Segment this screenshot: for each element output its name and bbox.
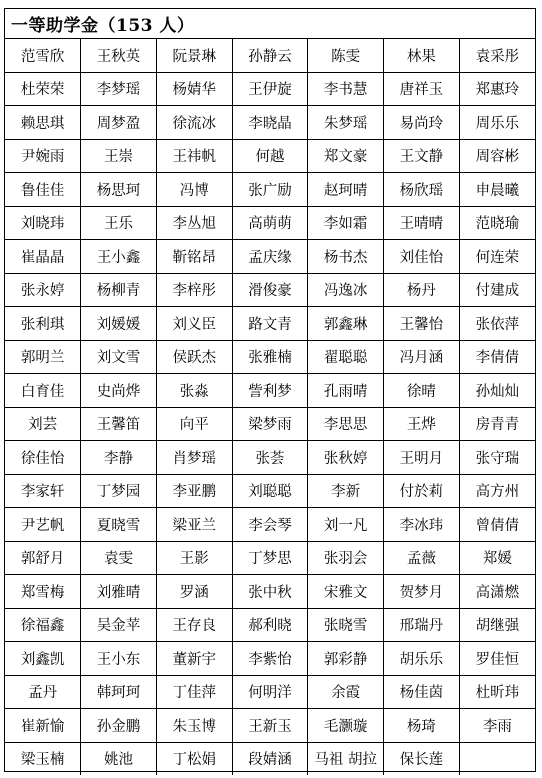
name-cell: 张荟 — [232, 441, 308, 475]
name-cell: 李丛旭 — [156, 206, 232, 240]
name-cell: 周乐乐 — [459, 106, 535, 140]
name-cell: 杜昕玮 — [459, 675, 535, 709]
name-cell: 范雪欣 — [5, 39, 81, 72]
name-cell: 孟庆缘 — [232, 240, 308, 274]
name-cell: 王晴晴 — [384, 206, 460, 240]
name-cell: 孔雨晴 — [308, 374, 384, 408]
name-cell: 阮景琳 — [156, 39, 232, 72]
table-row — [5, 642, 535, 676]
table-row — [5, 240, 535, 274]
name-cell: 胡继强 — [459, 608, 535, 642]
name-cell: 何越 — [232, 139, 308, 173]
name-cell: 王馨怡 — [384, 307, 460, 341]
name-cell: 滑俊豪 — [232, 273, 308, 307]
award-list-sheet — [4, 8, 536, 772]
name-cell: 尹艺帆 — [5, 508, 81, 542]
name-cell: 李雨 — [459, 709, 535, 743]
name-cell: 孟丹 — [5, 675, 81, 709]
name-cell: 孟薇 — [384, 541, 460, 575]
name-cell: 唐祥玉 — [384, 72, 460, 106]
table-row — [5, 273, 535, 307]
name-cell: 刘佳怡 — [384, 240, 460, 274]
name-cell: 李梓彤 — [156, 273, 232, 307]
name-cell: 王影 — [156, 541, 232, 575]
table-row — [5, 139, 535, 173]
name-cell: 罗佳恒 — [459, 642, 535, 676]
name-cell: 丁松娟 — [156, 742, 232, 775]
list-title: 一等助学金（153 人） — [11, 16, 195, 36]
table-row — [5, 307, 535, 341]
name-cell: 申晨曦 — [459, 173, 535, 207]
table-row — [5, 72, 535, 106]
name-cell: 刘聪聪 — [232, 474, 308, 508]
name-cell: 孙金鹏 — [81, 709, 157, 743]
table-row — [5, 206, 535, 240]
name-cell: 李倩倩 — [459, 340, 535, 374]
name-cell: 李紫怡 — [232, 642, 308, 676]
table-row — [5, 441, 535, 475]
name-cell: 刘雅晴 — [81, 575, 157, 609]
name-cell: 张利琪 — [5, 307, 81, 341]
name-cell: 何明洋 — [232, 675, 308, 709]
name-cell: 徐福鑫 — [5, 608, 81, 642]
name-cell: 刘文雪 — [81, 340, 157, 374]
table-row — [5, 508, 535, 542]
name-cell: 李新 — [308, 474, 384, 508]
name-cell: 翟聪聪 — [308, 340, 384, 374]
table-row — [5, 374, 535, 408]
name-cell: 姚池 — [81, 742, 157, 775]
name-cell: 何连荣 — [459, 240, 535, 274]
name-cell: 杨琦 — [384, 709, 460, 743]
name-cell: 李梦瑶 — [81, 72, 157, 106]
name-cell: 刘芸 — [5, 407, 81, 441]
table-row — [5, 608, 535, 642]
name-cell: 鲁佳佳 — [5, 173, 81, 207]
table-row — [5, 541, 535, 575]
name-cell: 付建成 — [459, 273, 535, 307]
name-cell: 郭彩静 — [308, 642, 384, 676]
table-row — [5, 474, 535, 508]
name-cell: 张守瑞 — [459, 441, 535, 475]
name-cell: 郭鑫琳 — [308, 307, 384, 341]
name-cell: 董新宇 — [156, 642, 232, 676]
name-cell: 冯月涵 — [384, 340, 460, 374]
name-cell: 丁梦思 — [232, 541, 308, 575]
name-cell: 朱梦瑶 — [308, 106, 384, 140]
name-cell: 吴金苹 — [81, 608, 157, 642]
name-cell: 张秋婷 — [308, 441, 384, 475]
name-cell: 房青青 — [459, 407, 535, 441]
name-cell: 肖梦瑶 — [156, 441, 232, 475]
name-cell: 张中秋 — [232, 575, 308, 609]
name-cell: 马祖 胡拉 — [308, 742, 384, 775]
name-cell: 王文静 — [384, 139, 460, 173]
name-cell: 刘一凡 — [308, 508, 384, 542]
name-cell: 杨书杰 — [308, 240, 384, 274]
name-cell — [459, 742, 535, 775]
name-cell: 付於莉 — [384, 474, 460, 508]
name-cell: 王伊旋 — [232, 72, 308, 106]
name-cell: 李晓晶 — [232, 106, 308, 140]
name-cell: 胡乐乐 — [384, 642, 460, 676]
name-cell: 杨婧华 — [156, 72, 232, 106]
name-cell: 朱玉博 — [156, 709, 232, 743]
name-cell: 王小鑫 — [81, 240, 157, 274]
name-cell: 王新玉 — [232, 709, 308, 743]
name-cell: 范晓瑜 — [459, 206, 535, 240]
name-cell: 杨柳青 — [81, 273, 157, 307]
table-row — [5, 575, 535, 609]
name-cell: 杜荣荣 — [5, 72, 81, 106]
name-cell: 刘媛媛 — [81, 307, 157, 341]
name-cell: 张羽会 — [308, 541, 384, 575]
name-cell: 梁梦雨 — [232, 407, 308, 441]
name-cell: 王小东 — [81, 642, 157, 676]
name-cell: 余霞 — [308, 675, 384, 709]
name-cell: 高潇燃 — [459, 575, 535, 609]
name-cell: 夏晓雪 — [81, 508, 157, 542]
name-cell: 张永婷 — [5, 273, 81, 307]
name-cell: 易尚玲 — [384, 106, 460, 140]
title-row — [5, 9, 535, 39]
name-cell: 李如霜 — [308, 206, 384, 240]
name-cell: 郭明兰 — [5, 340, 81, 374]
table-row — [5, 106, 535, 140]
table-row — [5, 709, 535, 743]
name-cell: 保长莲 — [384, 742, 460, 775]
name-cell: 杨思珂 — [81, 173, 157, 207]
name-cell: 杨丹 — [384, 273, 460, 307]
name-cell: 白育佳 — [5, 374, 81, 408]
name-cell: 李亚鹏 — [156, 474, 232, 508]
name-cell: 林果 — [384, 39, 460, 72]
name-cell: 高萌萌 — [232, 206, 308, 240]
name-cell: 周梦盈 — [81, 106, 157, 140]
name-cell: 李静 — [81, 441, 157, 475]
name-cell: 毛灏璇 — [308, 709, 384, 743]
name-cell: 刘义臣 — [156, 307, 232, 341]
name-cell: 梁玉楠 — [5, 742, 81, 775]
name-cell: 刘晓玮 — [5, 206, 81, 240]
name-cell: 徐晴 — [384, 374, 460, 408]
names-table — [5, 39, 535, 775]
name-cell: 郑文豪 — [308, 139, 384, 173]
name-cell: 梁亚兰 — [156, 508, 232, 542]
name-cell: 宋雅文 — [308, 575, 384, 609]
name-cell: 尹婉雨 — [5, 139, 81, 173]
name-cell: 赵珂晴 — [308, 173, 384, 207]
name-cell: 陈雯 — [308, 39, 384, 72]
name-cell: 刘鑫凯 — [5, 642, 81, 676]
name-cell: 邢瑞丹 — [384, 608, 460, 642]
name-cell: 张晓雪 — [308, 608, 384, 642]
name-cell: 杨佳茵 — [384, 675, 460, 709]
name-cell: 张依萍 — [459, 307, 535, 341]
table-row — [5, 742, 535, 775]
table-row — [5, 173, 535, 207]
name-cell: 王乐 — [81, 206, 157, 240]
name-cell: 徐流冰 — [156, 106, 232, 140]
name-cell: 丁佳萍 — [156, 675, 232, 709]
name-cell: 孙灿灿 — [459, 374, 535, 408]
name-cell: 王馨笛 — [81, 407, 157, 441]
name-cell: 袁雯 — [81, 541, 157, 575]
name-cell: 訾利梦 — [232, 374, 308, 408]
name-cell: 郑雪梅 — [5, 575, 81, 609]
name-cell: 史尚烨 — [81, 374, 157, 408]
name-cell: 崔新愉 — [5, 709, 81, 743]
name-cell: 曾倩倩 — [459, 508, 535, 542]
name-cell: 王秋英 — [81, 39, 157, 72]
name-cell: 冯博 — [156, 173, 232, 207]
name-cell: 郑惠玲 — [459, 72, 535, 106]
name-cell: 袁采彤 — [459, 39, 535, 72]
name-cell: 王祎帆 — [156, 139, 232, 173]
name-cell: 孙静云 — [232, 39, 308, 72]
table-row — [5, 407, 535, 441]
name-cell: 郝利晓 — [232, 608, 308, 642]
name-cell: 丁梦园 — [81, 474, 157, 508]
name-cell: 路文青 — [232, 307, 308, 341]
name-cell: 王存良 — [156, 608, 232, 642]
table-row — [5, 675, 535, 709]
name-cell: 王崇 — [81, 139, 157, 173]
name-cell: 冯逸冰 — [308, 273, 384, 307]
name-cell: 李会琴 — [232, 508, 308, 542]
name-cell: 周容彬 — [459, 139, 535, 173]
name-cell: 侯跃杰 — [156, 340, 232, 374]
name-cell: 李思思 — [308, 407, 384, 441]
name-cell: 王明月 — [384, 441, 460, 475]
name-cell: 郭舒月 — [5, 541, 81, 575]
name-cell: 向平 — [156, 407, 232, 441]
name-cell: 徐佳怡 — [5, 441, 81, 475]
name-cell: 张广励 — [232, 173, 308, 207]
name-cell: 李冰玮 — [384, 508, 460, 542]
name-cell: 赖思琪 — [5, 106, 81, 140]
name-cell: 王烨 — [384, 407, 460, 441]
table-row — [5, 340, 535, 374]
name-cell: 崔晶晶 — [5, 240, 81, 274]
name-cell: 郑媛 — [459, 541, 535, 575]
name-cell: 罗涵 — [156, 575, 232, 609]
name-cell: 李家轩 — [5, 474, 81, 508]
name-cell: 张淼 — [156, 374, 232, 408]
name-cell: 韩珂珂 — [81, 675, 157, 709]
name-cell: 高方州 — [459, 474, 535, 508]
name-cell: 李书慧 — [308, 72, 384, 106]
table-row — [5, 39, 535, 72]
name-cell: 杨欣瑶 — [384, 173, 460, 207]
name-cell: 段婧涵 — [232, 742, 308, 775]
name-cell: 靳铭昂 — [156, 240, 232, 274]
name-cell: 张雅楠 — [232, 340, 308, 374]
name-cell: 贺梦月 — [384, 575, 460, 609]
